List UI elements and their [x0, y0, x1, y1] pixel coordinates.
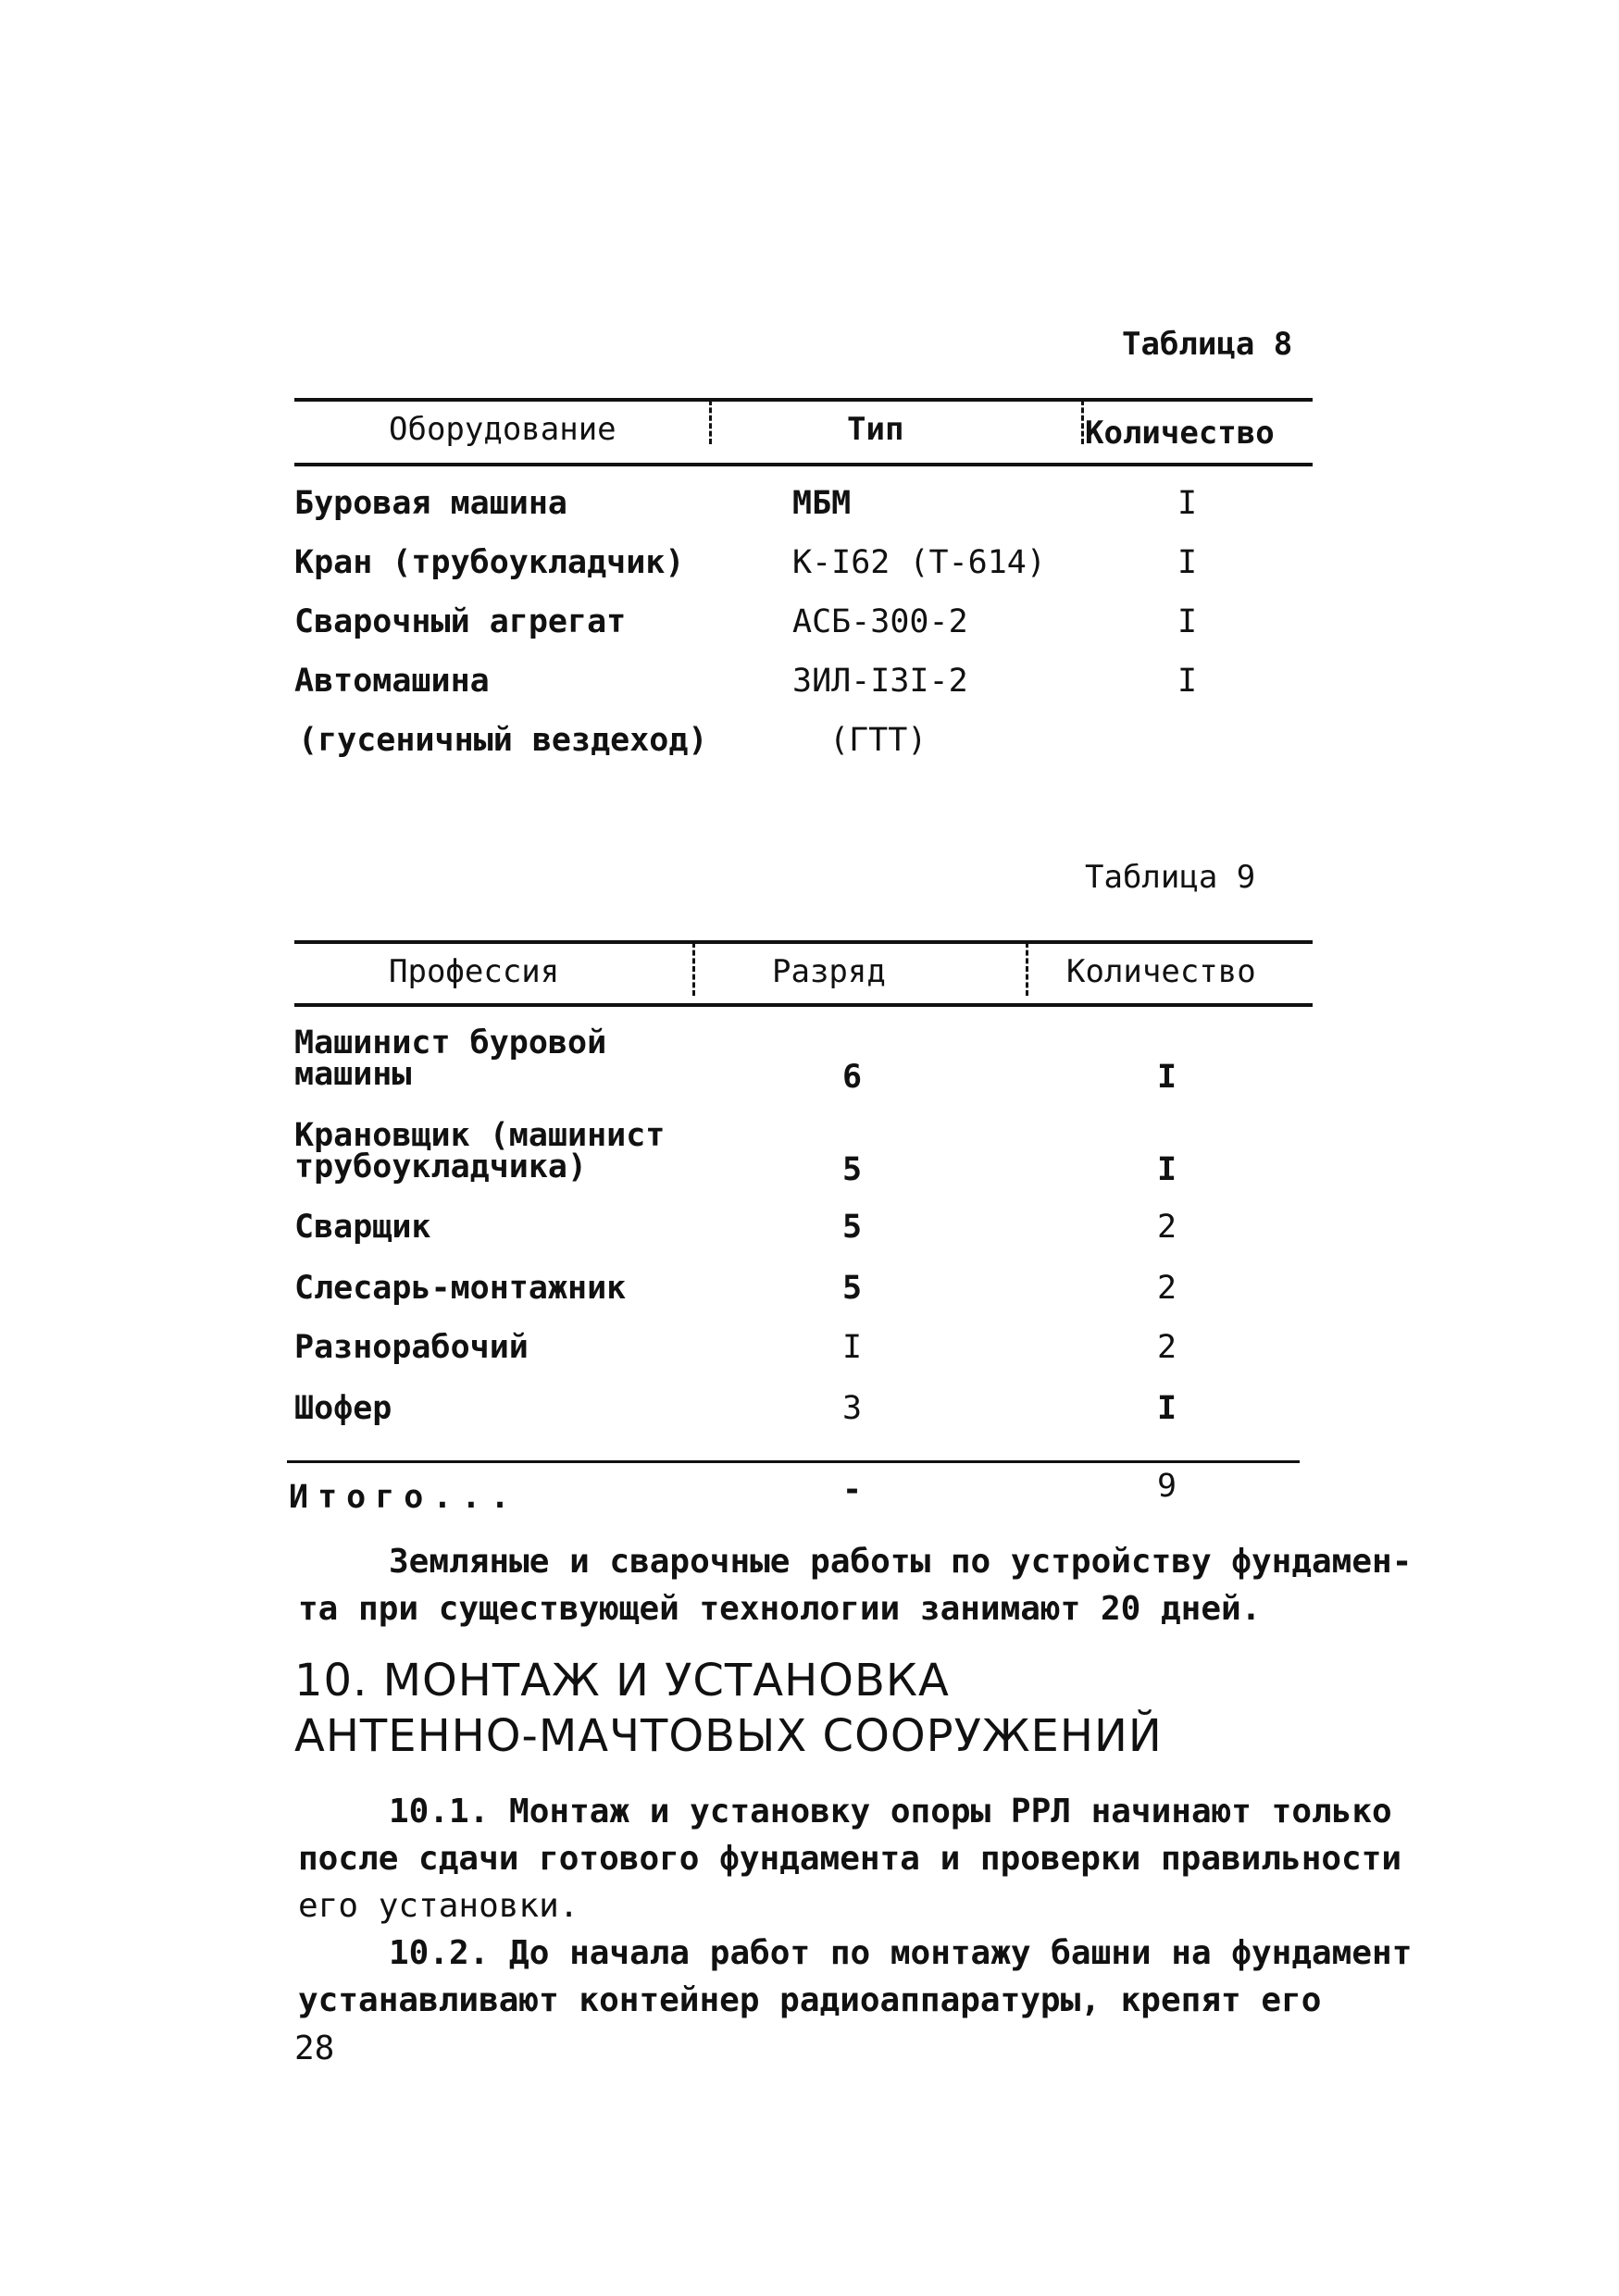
- table8-cell-equipment: Кран (трубоукладчик): [294, 544, 685, 581]
- body-paragraph-line: после сдачи готового фундамента и проверки правильности: [298, 1840, 1402, 1878]
- page-number: 28: [294, 2029, 335, 2067]
- table9-cell-profession: Крановщик (машинист трубоукладчика): [294, 1117, 666, 1185]
- body-paragraph-line: 10.1. Монтаж и установку опоры РРЛ начинают только: [389, 1793, 1392, 1831]
- table8-cell-equipment: (гусеничный вездеход): [298, 722, 708, 759]
- section-heading-line2: АНТЕННО-МАЧТОВЫХ СООРУЖЕНИЙ: [294, 1710, 1163, 1762]
- body-paragraph-line: 10.2. До начала работ по монтажу башни на фундамент: [389, 1934, 1413, 1972]
- table8-header-quantity: Количество: [1085, 415, 1275, 452]
- table9-cell-quantity: I: [1157, 1059, 1177, 1096]
- table8-cell-quantity: I: [1177, 603, 1198, 640]
- table9-cell-grade: 6: [842, 1059, 863, 1096]
- table8-header-equipment: Оборудование: [389, 411, 616, 448]
- table9-cell-profession: Сварщик: [294, 1209, 431, 1246]
- table8-cell-type: ЗИЛ-I3I-2: [792, 663, 968, 700]
- table9-cell-profession: Шофер: [294, 1390, 392, 1427]
- table9-cell-grade: 5: [842, 1270, 863, 1307]
- table8-col-separator: [1081, 400, 1084, 444]
- table8-col-separator: [709, 400, 712, 444]
- table9-cell-grade: I: [842, 1329, 863, 1366]
- table9-cell-quantity: 2: [1157, 1329, 1177, 1366]
- body-paragraph-line: Земляные и сварочные работы по устройству фундамен-: [389, 1543, 1413, 1581]
- table8-cell-type: К-I62 (Т-614): [792, 544, 1046, 581]
- table9-cell-grade: 3: [842, 1390, 863, 1427]
- table8-cell-type: (ГТТ): [829, 722, 928, 759]
- table9-header-profession: Профессия: [389, 953, 560, 990]
- table9-total-label: Итого...: [289, 1479, 519, 1516]
- table9-cell-grade: 5: [842, 1209, 863, 1246]
- table9-total-rule: [287, 1460, 1300, 1463]
- table8-cell-type: АСБ-300-2: [792, 603, 968, 640]
- table9-cell-quantity: I: [1157, 1151, 1177, 1188]
- table8-cell-equipment: Сварочный агрегат: [294, 603, 627, 640]
- table9-cell-quantity: 2: [1157, 1270, 1177, 1307]
- table9-col-separator: [1026, 942, 1028, 996]
- body-paragraph-line: устанавливают контейнер радиоаппаратуры, крепят его: [298, 1981, 1322, 2019]
- table8-caption: Таблица 8: [1122, 326, 1293, 363]
- section-heading-line1: 10. МОНТАЖ И УСТАНОВКА: [294, 1655, 950, 1706]
- table9-total-grade: -: [842, 1471, 863, 1508]
- table8-top-rule: [294, 398, 1313, 402]
- table9-col-separator: [692, 942, 695, 996]
- table9-caption: Таблица 9: [1085, 859, 1256, 896]
- table8-header-type: Тип: [847, 411, 904, 448]
- table8-cell-quantity: I: [1177, 544, 1198, 581]
- table9-cell-profession: Разнорабочий: [294, 1329, 529, 1366]
- body-paragraph-line: та при существующей технологии занимают 20 дней.: [298, 1590, 1262, 1628]
- table9-header-quantity: Количество: [1066, 953, 1256, 990]
- table9-header-grade: Разряд: [772, 953, 886, 990]
- table9-total-quantity: 9: [1157, 1468, 1177, 1505]
- table8-cell-quantity: I: [1177, 485, 1198, 522]
- body-paragraph-line: его установки.: [298, 1887, 579, 1925]
- table8-cell-equipment: Автомашина: [294, 663, 490, 700]
- table9-cell-quantity: 2: [1157, 1209, 1177, 1246]
- table9-header-rule: [294, 1003, 1313, 1007]
- table9-cell-profession: Слесарь-монтажник: [294, 1270, 627, 1307]
- table9-cell-profession: Машинист буровой машины: [294, 1024, 607, 1093]
- table9-top-rule: [294, 940, 1313, 944]
- table9-cell-quantity: I: [1157, 1390, 1177, 1427]
- table9-cell-grade: 5: [842, 1151, 863, 1188]
- table8-cell-quantity: I: [1177, 663, 1198, 700]
- table8-cell-type: МБМ: [792, 485, 852, 522]
- table8-header-rule: [294, 463, 1313, 466]
- table8-cell-equipment: Буровая машина: [294, 485, 568, 522]
